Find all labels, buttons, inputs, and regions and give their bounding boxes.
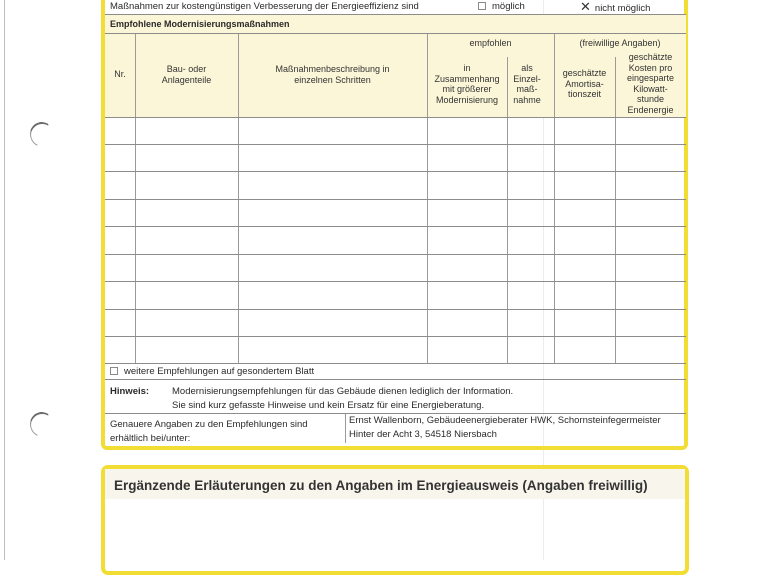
header-zusammenhang: in Zusammenhang mit größerer Modernisierung [434, 63, 500, 105]
header-kosten: geschätzte Kosten pro eingesparte Kilowatt- stunde Endenergie [626, 52, 675, 115]
option-possible[interactable]: möglich [478, 1, 525, 13]
punch-hole-mark [26, 409, 57, 441]
note-label: Hinweis: [110, 386, 150, 397]
table-row[interactable] [105, 171, 686, 172]
punch-hole-mark [26, 119, 57, 151]
checkbox-further-recommendations[interactable] [110, 367, 118, 375]
supplementary-title: Ergänzende Erläuterungen zu den Angaben im Energieausweis (Angaben freiwillig) [114, 478, 648, 493]
divider [105, 413, 686, 414]
col-divider [345, 413, 346, 443]
efficiency-question: Maßnahmen zur kostengünstigen Verbesserung der Energieeffizienz sind [110, 1, 419, 12]
page-edge [4, 0, 5, 560]
note-line-2: Sie sind kurz gefasste Hinweise und kein Ersatz für eine Energieberatung. [172, 400, 485, 411]
contact-label-line-1: Genauere Angaben zu den Empfehlungen sind [110, 419, 308, 430]
supplementary-explanations-box [101, 465, 689, 575]
further-recommendations-option[interactable]: weitere Empfehlungen auf gesondertem Blatt [110, 366, 314, 378]
contact-value-line-2: Hinter der Acht 3, 54518 Niersbach [349, 429, 497, 440]
divider [105, 379, 686, 380]
table-row[interactable] [105, 281, 686, 282]
note-line-1: Modernisierungsempfehlungen für das Gebäude dienen lediglich der Information. [172, 386, 514, 397]
table-row[interactable] [105, 144, 686, 145]
table-row[interactable] [105, 363, 686, 364]
option-not-possible[interactable]: ✕ nicht möglich [580, 0, 651, 14]
checkbox-possible[interactable] [478, 2, 486, 10]
checkbox-not-possible-checked-icon[interactable]: ✕ [580, 0, 591, 14]
header-beschreibung: Maßnahmenbeschreibung in einzelnen Schritten [275, 64, 390, 85]
table-row[interactable] [105, 336, 686, 337]
header-nr: Nr. [114, 69, 126, 79]
table-header-bottom [105, 117, 686, 118]
header-amortisation: geschätzte Amortisa- tionszeit [562, 68, 607, 99]
header-bau: Bau- oder Anlagenteile [161, 64, 212, 85]
table-row[interactable] [105, 254, 686, 255]
section-title: Empfohlene Modernisierungsmaßnahmen [110, 19, 290, 29]
table-row[interactable] [105, 199, 686, 200]
header-empfohlen: empfohlen [469, 38, 512, 48]
table-row[interactable] [105, 309, 686, 310]
header-einzelmassnahme: als Einzel- maß- nahme [513, 63, 541, 105]
header-freiwillig: (freiwillige Angaben) [579, 38, 661, 48]
contact-value-line-1: Ernst Wallenborn, Gebäudeenergieberater HWK, Schornsteinfegermeister [349, 415, 661, 426]
contact-label-line-2: erhältlich bei/unter: [110, 433, 191, 444]
table-row[interactable] [105, 226, 686, 227]
